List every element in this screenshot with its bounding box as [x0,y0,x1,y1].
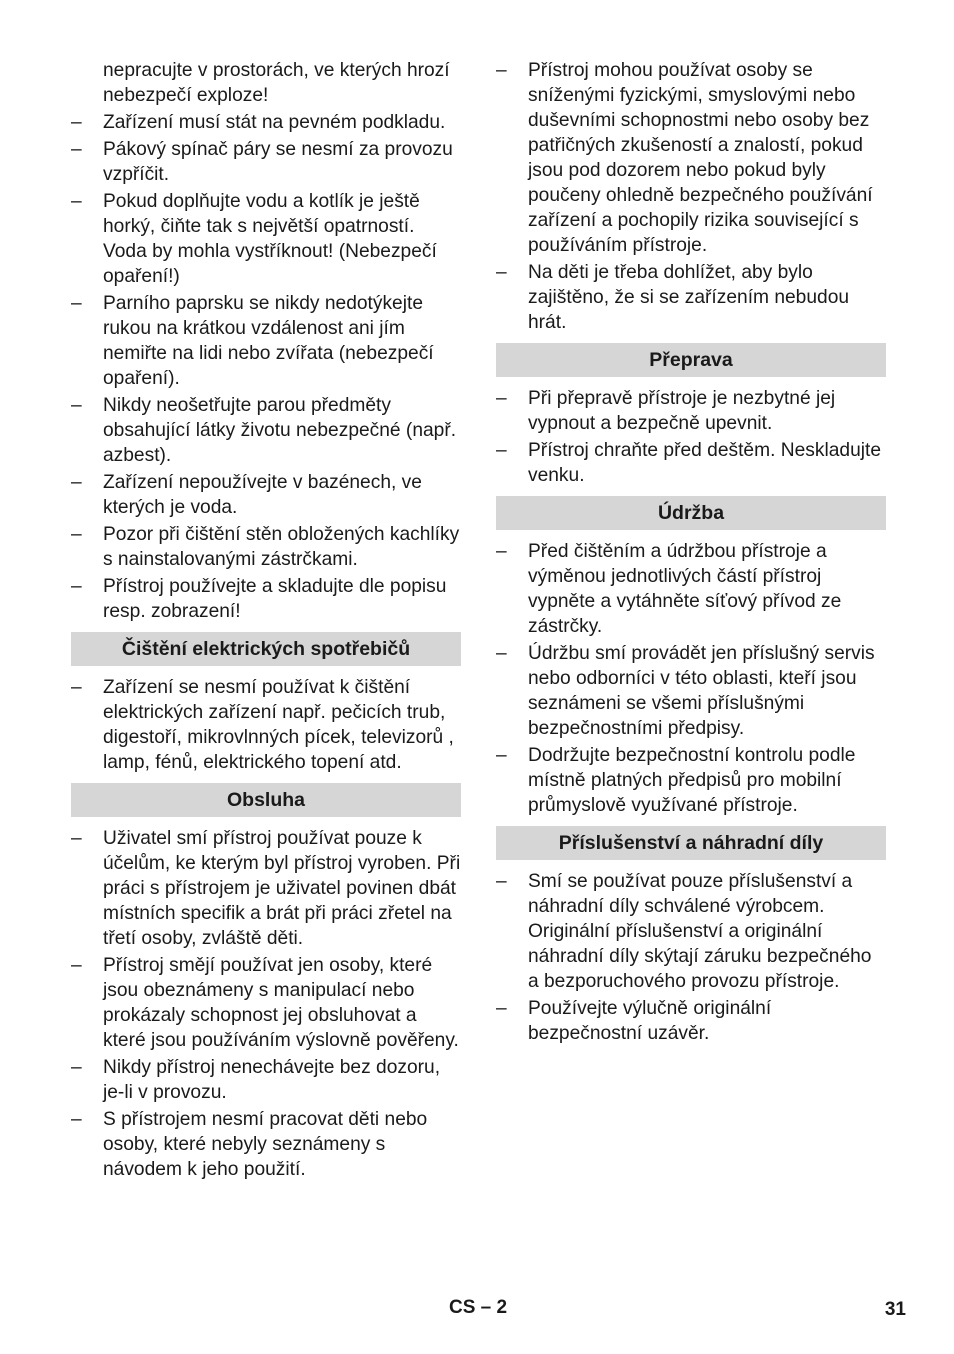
list-item: – Používejte výlučně originální bezpečnostní uzávěr. [496,998,772,1044]
left-column [71,58,461,1184]
section-heading-electric-appliances: Čištění elektrických spotřebičů [71,632,461,666]
list-marker: – [496,60,507,81]
list-item: – Pozor při čištění stěn obložených kachlíky s nainstalovanými zástrčkami. [71,524,460,570]
operation-list [71,826,461,1182]
list-item: – Nikdy přístroj nenechávejte bez dozoru, je-li v provozu. [71,1057,441,1103]
right-column [496,58,886,1048]
section-heading-maintenance: Údržba [496,496,886,530]
list-item: – Pákový spínač páry se nesmí za provozu vzpříčit. [71,139,453,185]
warning-list [71,110,461,624]
continued-text: nepracujte v prostorách, ve kterých hrozí nebezpečí exploze! [103,60,450,106]
accessories-list [496,869,886,1046]
list-marker: – [496,643,507,664]
list-marker: – [496,262,507,283]
list-marker: – [496,541,507,562]
list-item: – Přístroj používejte a skladujte dle popisu resp. zobrazení! [71,576,447,622]
section-heading-accessories: Příslušenství a náhradní díly [496,826,886,860]
list-item: – Smí se používat pouze příslušenství a náhradní díly schválené výrobcem. Originální příslušenství a originální náhradní díly skýtají záruku bezpečného a bezporuchového provozu přístroje. [496,871,872,992]
list-item: – Nikdy neošetřujte parou předměty obsahující látky životu nebezpečné (např. azbest). [71,395,457,466]
list-marker: – [71,293,82,314]
electric-appliances-list [71,675,461,775]
list-marker: – [71,955,82,976]
list-marker: – [71,828,82,849]
list-item: – Pokud doplňujte vodu a kotlík je ještě horký, čiňte tak s největší opatrností. Voda by mohla vystříknout! (Nebezpečí opaření!) [71,191,437,287]
list-item: – Zařízení nepoužívejte v bazénech, ve kterých je voda. [71,472,422,518]
list-item: – Údržbu smí provádět jen příslušný servis nebo odborníci v této oblasti, kteří jsou seznámeni se všemi příslušnými bezpečnostními předpisy. [496,643,875,739]
list-marker: – [71,576,82,597]
list-item: – Při přepravě přístroje je nezbytné jej vypnout a bezpečně upevnit. [496,388,836,434]
list-marker: – [71,112,82,133]
list-marker: – [496,745,507,766]
section-heading-operation: Obsluha [71,783,461,817]
transport-list [496,386,886,488]
maintenance-list [496,539,886,818]
list-item: – Dodržujte bezpečnostní kontrolu podle místně platných předpisů pro mobilní průmyslově využívané přístroje. [496,745,856,816]
list-marker: – [71,139,82,160]
list-item: – Přístroj smějí používat jen osoby, které jsou obeznámeny s manipulací nebo prokázaly schopnost jej obsluhovat a které jsou používáním výslovně pověřeny. [71,955,459,1051]
list-item: – Parního paprsku se nikdy nedotýkejte rukou na krátkou vzdálenost ani jím nemiřte na lidi nebo zvířata (nebezpečí opaření). [71,293,434,389]
list-marker: – [496,440,507,461]
list-item: – Přístroj chraňte před deštěm. Neskladujte venku. [496,440,882,486]
list-marker: – [71,524,82,545]
list-item: – Zařízení se nesmí používat k čištění elektrických zařízení např. pečicích trub, digestoří, mikrovlnných pícek, televizorů , lamp, fénů, elektrického topení atd. [71,677,454,773]
list-marker: – [71,1109,82,1130]
list-item: – Na děti je třeba dohlížet, aby bylo zajištěno, že si se zařízením nebudou hrát. [496,262,850,333]
list-marker: – [496,998,507,1019]
list-marker: – [71,677,82,698]
section-heading-transport: Přeprava [496,343,886,377]
page-number: 31 [884,1299,906,1320]
list-item: – Zařízení musí stát na pevném podkladu. [71,112,446,133]
list-marker: – [496,388,507,409]
list-marker: – [71,472,82,493]
list-item: – Před čištěním a údržbou přístroje a výměnou jednotlivých částí přístroj vypněte a vytáhněte síťový přívod ze zástrčky. [496,541,842,637]
list-marker: – [71,1057,82,1078]
list-item: – S přístrojem nesmí pracovat děti nebo osoby, které nebyly seznámeny s návodem k jeho použití. [71,1109,428,1180]
footer-section-code: CS – 2 [449,1297,508,1318]
list-marker: – [496,871,507,892]
list-marker: – [71,191,82,212]
warning-list-continued [496,58,886,335]
list-item: – Uživatel smí přístroj používat pouze k účelům, ke kterým byl přístroj vyroben. Při práci s přístrojem je uživatel povinen dbát místních specifik a brát při práci zřetel na třetí osoby, zvláště děti. [71,828,461,949]
list-marker: – [71,395,82,416]
list-item: – Přístroj mohou používat osoby se sníženými fyzickými, smyslovými nebo duševními schopnostmi nebo osoby bez patřičných zkušeností a znalostí, pokud jsou pod dozorem nebo pokud byly poučeny ohledně bezpečného používání zařízení a pochopily rizika související s používáním přístroje. [496,60,873,256]
